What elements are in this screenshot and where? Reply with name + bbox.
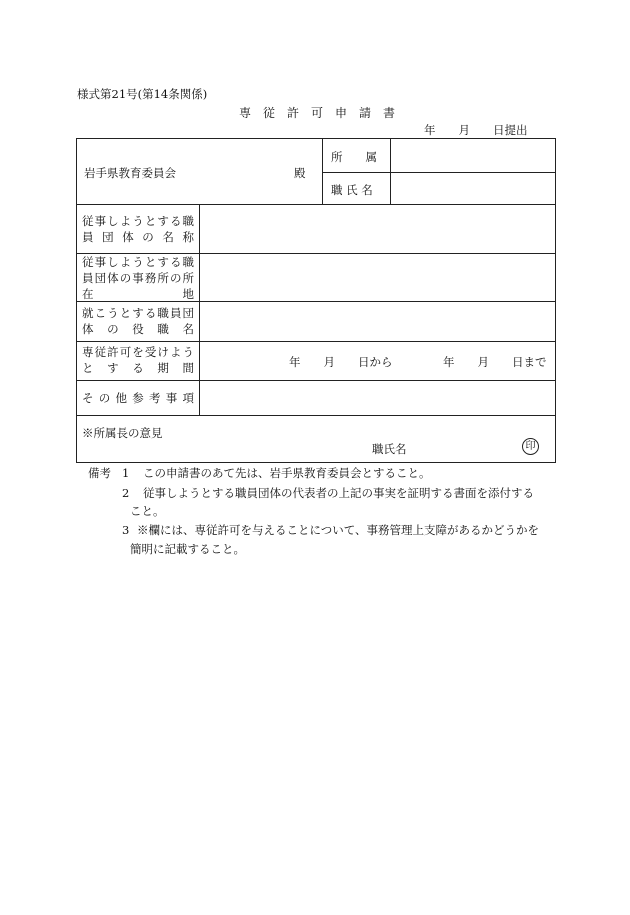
row-label-position: 就 こ う と す る 職 員 団 体 の 役 職 名 bbox=[82, 306, 194, 336]
supervisor-opinion-label: ※所属長の意見 bbox=[82, 426, 163, 440]
addressee-name: 岩手県教育委員会 bbox=[84, 166, 176, 180]
row-label-period: 専 従 許 可 を 受 け よ う と す る 期 間 bbox=[82, 345, 194, 375]
period-to[interactable]: 年 月 日まで bbox=[443, 355, 547, 369]
submit-date: 年 月 日提出 bbox=[424, 123, 528, 137]
note-3-number: 3 bbox=[122, 523, 130, 537]
organization-name-field[interactable] bbox=[206, 210, 548, 248]
other-notes-field[interactable] bbox=[206, 385, 548, 411]
row-label-office-location: 従 事 し よ う と す る 職 員 団 体 の 事 務 所 の 所 在 地 bbox=[82, 255, 194, 301]
notes-heading: 備考 bbox=[88, 466, 111, 480]
note-1-number: 1 bbox=[122, 466, 130, 480]
note-3-text: ※欄には、専従許可を与えることについて、事務管理上支障があるかどうかを bbox=[137, 523, 540, 537]
supervisor-name-label: 職氏名 bbox=[372, 442, 407, 456]
affiliation-field[interactable] bbox=[398, 145, 548, 167]
page-title: 専 従 許 可 申 請 書 bbox=[239, 106, 396, 120]
position-field[interactable] bbox=[206, 306, 548, 336]
affiliation-label: 所 属 bbox=[331, 150, 377, 164]
note-3-continuation: 簡明に記載すること。 bbox=[130, 542, 245, 556]
note-2-text: 従事しようとする職員団体の代表者の上記の事実を証明する書面を添付する bbox=[143, 486, 534, 500]
note-2-number: 2 bbox=[122, 486, 130, 500]
note-1-text: この申請書のあて先は、岩手県教育委員会とすること。 bbox=[143, 466, 431, 480]
name-field[interactable] bbox=[398, 177, 548, 199]
row-label-other-notes: そ の 他 参 考 事 項 bbox=[82, 391, 194, 405]
seal-icon: 印 bbox=[522, 438, 539, 455]
row-label-organization-name: 従 事 し よ う と す る 職 員 団 体 の 名 称 bbox=[82, 214, 194, 244]
office-location-field[interactable] bbox=[206, 259, 548, 297]
form-number: 様式第21号(第14条関係) bbox=[77, 87, 208, 101]
note-2-continuation: こと。 bbox=[130, 504, 165, 518]
honorific: 殿 bbox=[294, 166, 306, 180]
period-from[interactable]: 年 月 日から bbox=[289, 355, 393, 369]
name-label: 職 氏 名 bbox=[331, 183, 373, 197]
